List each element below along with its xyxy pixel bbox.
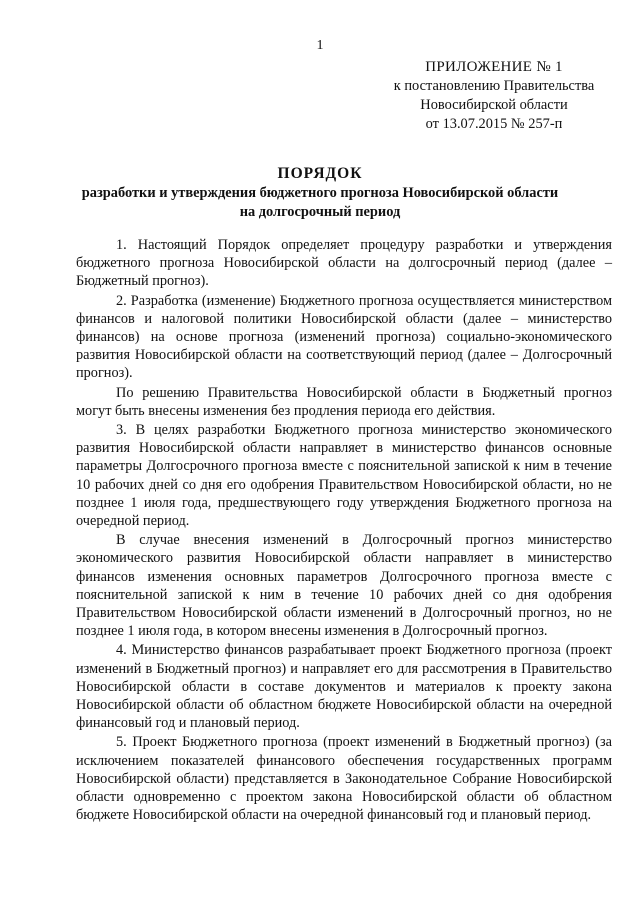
paragraph: По решению Правительства Новосибирской области в Бюджетный прогноз могут быть внесены изменения без продления периода его действия.: [76, 384, 612, 419]
document-body: [76, 236, 612, 826]
approval-line-2: Новосибирской области: [420, 97, 568, 113]
document-title-block: [0, 164, 640, 222]
approval-line-1: к постановлению Правительства: [393, 78, 595, 94]
paragraph: 4. Министерство финансов разрабатывает проект Бюджетного прогноза (проект изменений в Бюджетный прогноз) и направляет его для рассмотрения в Правительство Новосибирской области в составе документов и материалов к проекту закона Новосибирской области об областном бюджете Новосибирской области на очередной финансовый год и плановый период.: [76, 642, 612, 732]
approval-title: ПРИЛОЖЕНИЕ № 1: [425, 59, 563, 75]
document-title: ПОРЯДОК: [277, 165, 363, 182]
approval-line-3: от 13.07.2015 № 257-п: [425, 116, 563, 132]
approval-block: [388, 58, 600, 134]
page-number: 1: [316, 38, 324, 53]
paragraph: В случае внесения изменений в Долгосрочный прогноз министерство экономического развития Новосибирской области направляет в министерство финансов изменения основных параметров Долгосрочного прогноза вместе с пояснительной запиской к ним в течение 10 рабочих дней со дня одобрения Правительством Новосибирской области изменений в Долгосрочный прогноз, но не позднее 1 июля года, в котором внесены изменения в Долгосрочный прогноз.: [76, 532, 612, 640]
document-subtitle-line-1: разработки и утверждения бюджетного прогноза Новосибирской области: [81, 185, 559, 201]
paragraph: 3. В целях разработки Бюджетного прогноза министерство экономического развития Новосибирской области направляет в министерство финансов основные параметры Долгосрочного прогноза вместе с пояснительной запиской к ним в течение 10 рабочих дней со дня его одобрения Правительством Новосибирской области, но не позднее 1 июля года, предшествующего году утверждения Бюджетного прогноза на очередной период.: [76, 422, 612, 530]
document-subtitle-line-2: на долгосрочный период: [239, 204, 401, 220]
paragraph: 1. Настоящий Порядок определяет процедуру разработки и утверждения бюджетного прогноза Новосибирской области на долгосрочный период (далее – Бюджетный прогноз).: [76, 237, 612, 290]
paragraph: 5. Проект Бюджетного прогноза (проект изменений в Бюджетный прогноз) (за исключением показателей финансового обеспечения государственных программ Новосибирской области) представляется в Законодательное Собрание Новосибирской области одновременно с проектом закона Новосибирской области об областном бюджете Новосибирской области на очередной финансовый год и плановый период.: [76, 734, 612, 824]
paragraph: 2. Разработка (изменение) Бюджетного прогноза осуществляется министерством финансов и налоговой политики Новосибирской области (далее – министерство финансов) на основе прогноза (изменений прогноза) социально-экономического развития Новосибирской области на соответствующий период (далее – Долгосрочный прогноз).: [76, 292, 612, 382]
